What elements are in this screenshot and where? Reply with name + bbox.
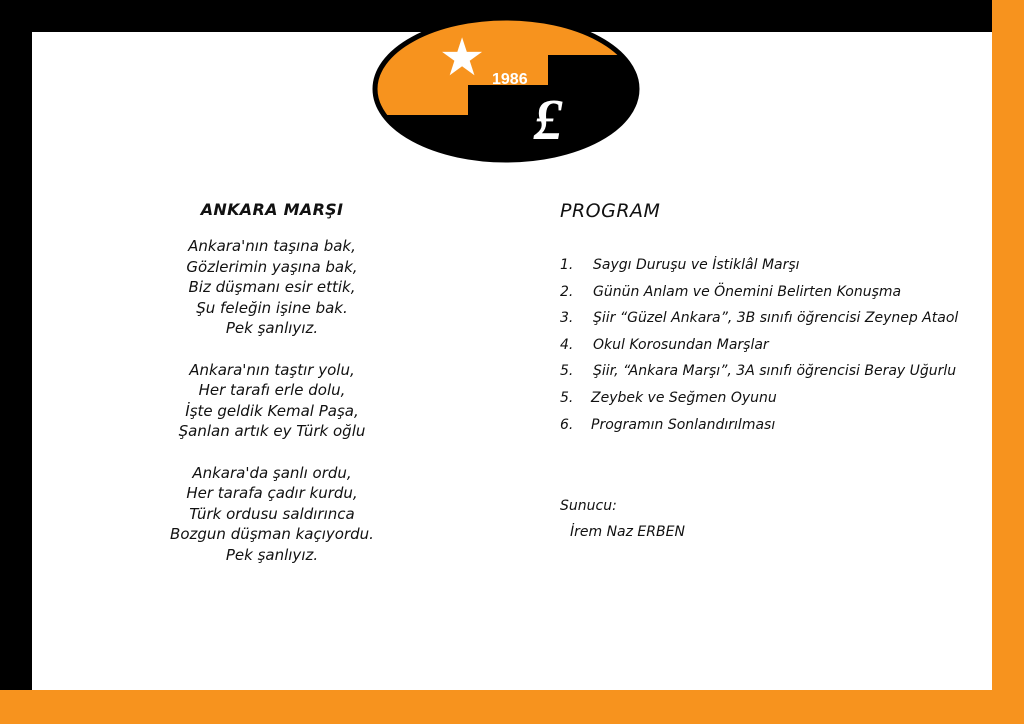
emblem-star: ★ [438,28,486,88]
poem-line: Şanlan artık ey Türk oğlu [178,422,366,440]
presenter-label: Sunucu: [560,498,617,514]
program-item-number: 2. [560,283,574,300]
program-item-text: Zeybek ve Seğmen Oyunu [591,389,777,406]
program-item [560,332,980,359]
program-item-number: 5. [560,363,574,380]
poem-line: Pek şanlıyız. [225,319,319,337]
program-item [560,385,980,412]
poem-line: Türk ordusu saldırınca [189,504,355,523]
program-title: PROGRAM [560,200,661,222]
emblem-symbol: £ [533,87,563,152]
program-item [560,412,980,439]
program-item-text: Okul Korosundan Marşlar [593,336,769,353]
poem-title: ANKARA MARŞI [200,200,344,219]
poem-line: Pek şanlıyız. [225,545,319,564]
program-item-number: 4. [560,336,574,353]
poem-line: İşte geldik Kemal Paşa, [185,401,359,420]
poem-stanza [140,236,404,339]
program-item-text: Şiir “Güzel Ankara”, 3B sınıfı öğrencisi Zeynep Ataol [593,310,959,327]
program-item-text: Günün Anlam ve Önemini Belirten Konuşma [593,283,902,300]
program-item-number: 3. [560,310,574,327]
program-item [560,305,980,332]
poem-line: Bozgun düşman kaçıyordu. [170,525,374,543]
program-section [560,198,980,438]
presenter-name: İrem Naz ERBEN [570,524,685,540]
emblem-year: 1986 [492,71,528,88]
program-item [560,252,980,279]
poem-line: Ankara'nın taşına bak, [188,237,356,255]
program-list [560,252,980,438]
poem-line: Ankara'nın taştır yolu, [189,360,355,379]
program-item-text: Saygı Duruşu ve İstiklâl Marşı [593,257,800,273]
program-item-number: 6. [560,416,574,433]
poem-stanzas [140,236,404,565]
poem-stanza [140,360,404,442]
presenter-section [560,495,685,547]
poem-line: Ankara'da şanlı ordu, [192,463,352,482]
school-emblem-icon [372,15,640,163]
program-item-text: Şiir, “Ankara Marşı”, 3A sınıfı öğrencisi Beray Uğurlu [593,363,957,380]
poem-line: Gözlerimin yaşına bak, [186,257,358,276]
poem-section [140,198,404,586]
frame-left-border [0,0,32,724]
frame-bottom-border [0,690,1024,724]
poem-line: Biz düşmanı esir ettik, [188,278,356,296]
program-item [560,358,980,385]
frame-right-border [992,0,1024,724]
program-item-number: 1. [560,257,574,273]
poem-line: Şu feleğin işine bak. [196,298,348,317]
program-item-number: 5. [560,389,574,406]
poem-line: Her tarafa çadır kurdu, [186,484,358,502]
poem-stanza [140,463,404,566]
program-item [560,279,980,306]
poem-line: Her tarafı erle dolu, [198,381,346,399]
program-item-text: Programın Sonlandırılması [591,416,776,433]
